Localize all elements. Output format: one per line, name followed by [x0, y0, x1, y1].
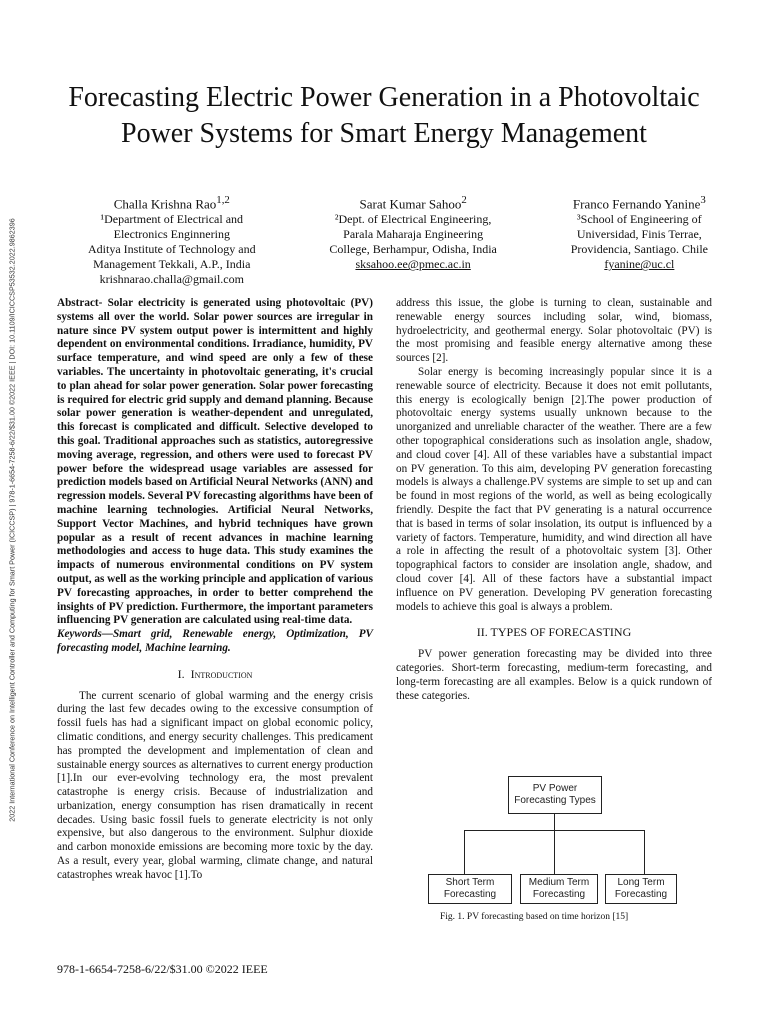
right-column: [396, 297, 712, 703]
affiliation-line: Providencia, Santiago. Chile: [570, 242, 708, 257]
diagram-box-medium-term: Medium Term Forecasting: [520, 874, 598, 904]
sidebar-citation: [0, 60, 24, 980]
affiliation-line: Management Tekkali, A.P., India: [93, 257, 251, 272]
section-heading-introduction: [57, 668, 373, 682]
body-paragraph: Solar energy is becoming increasingly popular since it is a renewable source of electricity. Because it does not emit pollutants, this energy is ecologically benign [2].The power production of photovoltaic energy systems usually unknown because to the unorganized and unreliable character of the weather. There are a few other topographical considerations such as insolation angle, shadow, and cloud cover [4]. All of these variables have a substantial impact on PV generation. To this aim, developing PV generation forecasting models is always a challenge.PV systems are simple to set up and can be found in most regions of the world, as well as being ecologically friendly. Despite the fact that PV generating is a natural occurrence that is based in terms of solar insolation, its output is influenced by a variety of factors. Temperature, humidity, and wind direction all have a role in affecting the result of a photovoltaic system [3]. Other topographical factors to consider are insolation angle, shadow, and cloud cover [4]. All of these factors have a substantial impact influence on PV generation. Developing PV generation forecasting models to achieve this goal is always a problem.: [396, 365, 712, 613]
affiliation-line: Parala Maharaja Engineering: [343, 227, 484, 242]
author-block: [88, 192, 708, 287]
author-email[interactable]: fyanine@uc.cl: [604, 257, 675, 272]
affiliation-line: ³School of Engineering of: [577, 212, 702, 227]
affiliation-line: ²Dept. of Electrical Engineering,: [334, 212, 492, 227]
figure-caption: Fig. 1. PV forecasting based on time horizon [15]: [440, 912, 629, 922]
affiliation-line: ¹Department of Electrical and: [100, 212, 244, 227]
footer-copyright: 978-1-6654-7258-6/22/$31.00 ©2022 IEEE: [57, 962, 268, 976]
author-name: Challa Krishna Rao: [113, 196, 217, 212]
author-sup: 2: [461, 194, 467, 206]
sidebar-text: 2022 International Conference on Intelligent Controller and Computing for Smart Power (ICICCSP) | 978-1-6654-7258-6/22/$31.00 ©2022 IEEE | DOI: 10.1109/ICICCSP53532.2022.9862396: [7, 218, 17, 822]
affiliation-line: Aditya Institute of Technology and: [88, 242, 256, 257]
author-1: [88, 192, 256, 287]
forecasting-types-diagram: [420, 776, 698, 926]
diagram-box-short-term: Short Term Forecasting: [428, 874, 512, 904]
author-sup: 1,2: [216, 194, 230, 206]
section-title: Introduction: [190, 666, 253, 681]
affiliation-line: College, Berhampur, Odisha, India: [329, 242, 497, 257]
left-column: [57, 297, 373, 883]
diagram-root-box: PV Power Forecasting Types: [508, 776, 602, 814]
intro-paragraph: The current scenario of global warming and the energy crisis during the last few decades owing to the excessive consumption of fossil fuels has had a significant impact on global economic policy, climatic conditions, and energy security challenges. This predicament has prompted the development and implementation of clean and sustainable energy sources as alternatives to current energy production [1].In our ever-evolving technology era, the most prevalent catastrophe is energy crisis. Because of industrialization and urbanization, energy consumption has risen dramatically in recent decades. Using basic fossil fuels to generate electricity is not only expensive, but also dangerous to the environment. Sulphur dioxide and carbon monoxide emissions are becoming more toxic by the day. As a result, every year, global warming, climate change, and natural catastrophes wreak havoc [1].To: [57, 689, 373, 881]
affiliation-line: Universidad, Finis Terrae,: [576, 227, 702, 242]
author-3: [571, 192, 708, 287]
paper-title: Forecasting Electric Power Generation in a Photovoltaic Power Systems for Smart Energy Management: [68, 82, 700, 149]
connector-line: [554, 813, 555, 830]
types-paragraph: PV power generation forecasting may be divided into three categories. Short-term forecasting, medium-term forecasting, and long-term forecasting are all examples. Below is a quick rundown of these categories.: [396, 648, 712, 702]
body-paragraph: address this issue, the globe is turning to clean, sustainable and renewable energy sources including solar, wind, biomass, hydroelectricity, and geothermal energy. Solar photovoltaic (PV) is the most promising and feasible energy alternative among these sources [2].: [396, 297, 712, 365]
keywords: Keywords—Smart grid, Renewable energy, Optimization, PV forecasting model, Machine learning.: [57, 628, 373, 654]
author-email[interactable]: sksahoo.ee@pmec.ac.in: [355, 257, 471, 272]
section-heading-types: II. TYPES OF FORECASTING: [476, 625, 632, 640]
section-number: I.: [177, 666, 185, 681]
diagram-box-long-term: Long Term Forecasting: [605, 874, 677, 904]
author-email[interactable]: krishnarao.challa@gmail.com: [99, 272, 244, 287]
author-name: Sarat Kumar Sahoo: [359, 196, 462, 212]
author-2: [329, 192, 496, 287]
author-sup: 3: [700, 194, 706, 206]
connector-line: [644, 830, 645, 874]
connector-line: [554, 830, 555, 874]
author-name: Franco Fernando Yanine: [572, 196, 701, 212]
connector-line: [464, 830, 465, 874]
abstract: Abstract- Solar electricity is generated using photovoltaic (PV) systems all over the world. Solar power sources are irregular in nature since PV system output power is intermittent and highly dependent on environmental conditions. Irradiance, humidity, PV surface temperature, and wind speed are only a few of these variables. The uncertainty in photovoltaic generating, it's crucial to plan ahead for solar power generation. Solar power forecasting is required for electric grid supply and demand planning. Because solar power generation is weather-dependent and unregulated, this forecast is complicated and difficult. Selective developed to this goal. Traditional approaches such as statistics, autoregressive moving average, regression, and others were used to forecast PV power before the widespread usage variables are assessed for prediction models based on Artificial Neural Networks (ANN) and regression models. Several PV forecasting algorithms have been of machine learning technologies. Artificial Neural Networks, Support Vector Machines, and hybrid techniques have grown popular as a result of recent advances in machine learning methodologies and access to huge data. This study examines the impacts of numerous environmental conditions on PV system output, as well as the working principle and application of various PV forecasting approaches, in order to better comprehend the insights of PV prediction. Furthermore, the important parameters influencing PV generation are calculated using real-time data.: [57, 297, 373, 627]
affiliation-line: Electronics Enginnering: [113, 227, 230, 242]
